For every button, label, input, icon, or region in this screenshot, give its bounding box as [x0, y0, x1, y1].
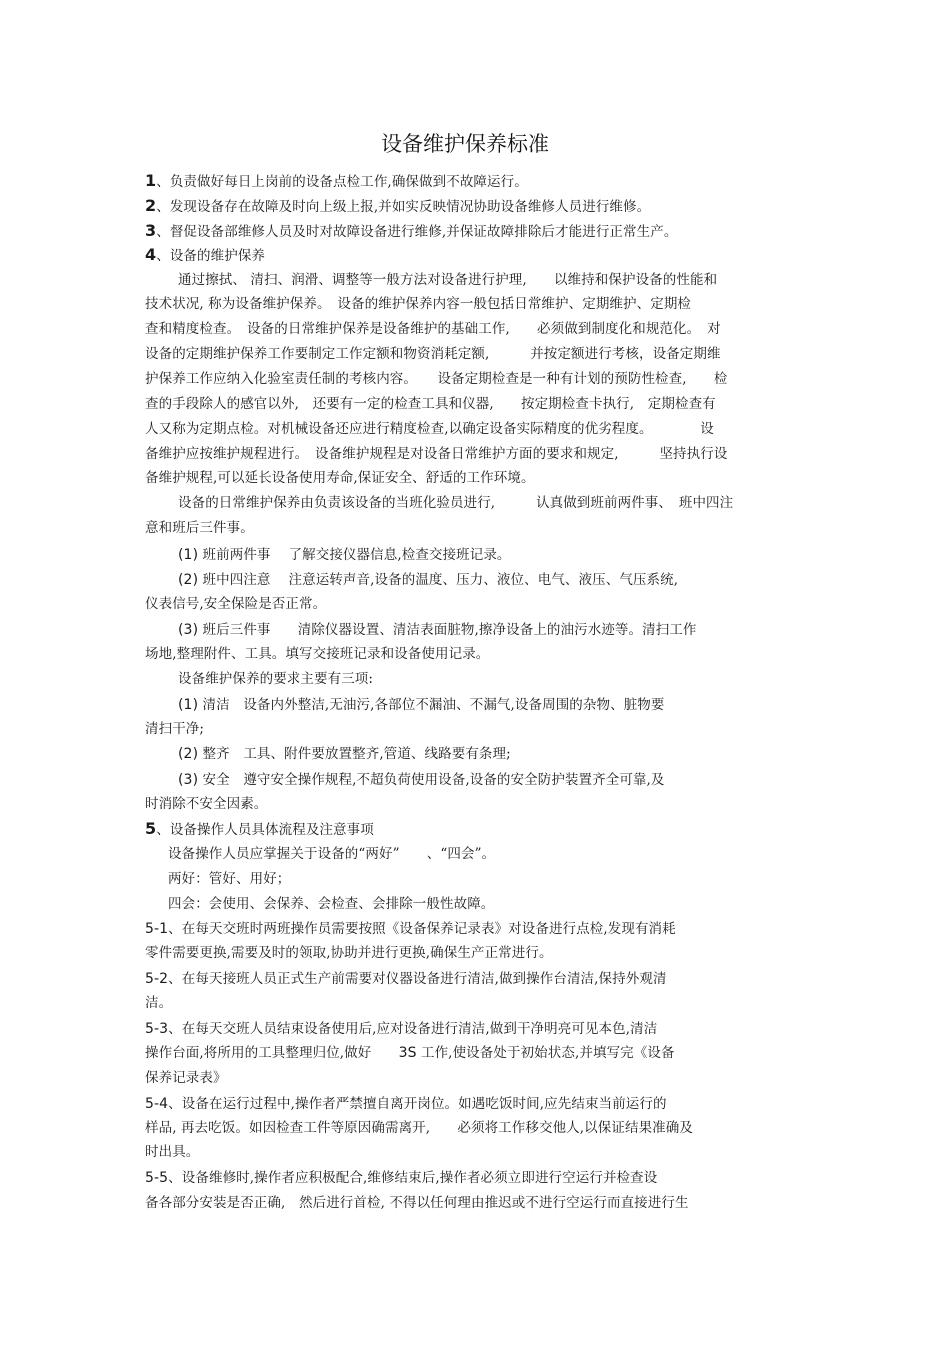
sub-item-text: 安全 遵守安全操作规程,不超负荷使用设备,设备的安全防护装置齐全可靠,及 — [198, 772, 665, 788]
item-number: 5-2 — [145, 971, 169, 987]
paragraph-line: 设备的定期维护保养工作要制定工作定额和物资消耗定额, 并按定额进行考核，设备定期维 — [145, 346, 721, 362]
paragraph-line: 查的手段除人的感官以外, 还要有一定的检查工具和仪器, 按定期检查卡执行, 定期检查有 — [145, 396, 716, 412]
sub-item-number: (1) — [178, 547, 199, 563]
item-text: 、在每天交班人员结束设备使用后,应对设备进行清洁,做到干净明亮可见本色,清洁 — [168, 1021, 658, 1037]
item-5-2 — [145, 970, 667, 988]
sub-item-number: (2) — [178, 572, 199, 588]
item-5-3 — [145, 1020, 657, 1038]
sub-item — [178, 745, 511, 763]
item-number: 1 — [145, 171, 157, 190]
paragraph-line: 通过擦拭、 清扫、润滑、调整等一般方法对设备进行护理, 以维持和保护设备的性能和 — [178, 272, 718, 288]
item-2 — [145, 197, 650, 216]
document-title: 设备维护保养标准 — [381, 132, 549, 156]
paragraph-line: 保养记录表》 — [145, 1070, 227, 1086]
paragraph-line: 时出具。 — [145, 1144, 200, 1160]
sub-item-text: 班中四注意 注意运转声音,设备的温度、压力、液位、电气、液压、气压系统, — [198, 572, 679, 588]
paragraph-line: 样品, 再去吃饭。如因检查工件等原因确需离开, 必须将工作移交他人,以保证结果准确及 — [145, 1120, 693, 1136]
paragraph-line: 清扫干净; — [145, 721, 205, 737]
item-number: 3 — [145, 221, 157, 240]
paragraph-line: 设备维护保养的要求主要有三项: — [178, 671, 374, 687]
item-number: 5-5 — [145, 1170, 169, 1186]
paragraph-line: 零件需要更换,需要及时的领取,协助并进行更换,确保生产正常进行。 — [145, 945, 553, 961]
item-text: 、设备的维护保养 — [156, 248, 266, 264]
item-number: 5-1 — [145, 921, 169, 937]
sub-item-text: 班后三件事 清除仪器设置、清洁表面脏物,擦净设备上的油污水迹等。清扫工作 — [198, 622, 697, 638]
inline-term: 3S — [398, 1045, 417, 1061]
item-number: 4 — [145, 245, 157, 264]
sub-item-text: 清洁 设备内外整洁,无油污,各部位不漏油、不漏气,设备周围的杂物、脏物要 — [198, 697, 665, 713]
paragraph-line: 护保养工作应纳入化验室责任制的考核内容。 设备定期检查是一种有计划的预防性检查, 检 — [145, 371, 728, 387]
sub-item-number: (3) — [178, 622, 199, 638]
item-text: 、负责做好每日上岗前的设备点检工作,确保做到不故障运行。 — [156, 174, 528, 190]
paragraph-line: 设备的日常维护保养由负责该设备的当班化验员进行, 认真做到班前两件事、 班中四注 — [178, 495, 734, 511]
paragraph-line: 洁。 — [145, 995, 173, 1011]
sub-item — [178, 621, 697, 639]
paragraph-line: 场地,整理附件、工具。填写交接班记录和设备使用记录。 — [145, 646, 490, 662]
paragraph-line: 查和精度检查。 设备的日常维护保养是设备维护的基础工作, 必须做到制度化和规范化。 对 — [145, 321, 721, 337]
sub-item-number: (1) — [178, 697, 199, 713]
sub-item-text: 整齐 工具、附件要放置整齐,管道、线路要有条理; — [198, 746, 511, 762]
item-number: 2 — [145, 196, 157, 215]
item-5-5 — [145, 1169, 657, 1187]
item-5-1 — [145, 920, 676, 938]
sub-item-text: 班前两件事 了解交接仪器信息,检查交接班记录。 — [198, 547, 511, 563]
paragraph-line: 备维护应按维护规程进行。 设备维护规程是对设备日常维护方面的要求和规定, 坚持执行设 — [145, 446, 728, 462]
paragraph-line — [145, 1044, 675, 1062]
item-number: 5-4 — [145, 1096, 169, 1112]
item-number: 5 — [145, 819, 157, 838]
item-3 — [145, 222, 677, 241]
item-number: 5-3 — [145, 1021, 169, 1037]
item-text: 、在每天交班时两班操作员需要按照《设备保养记录表》对设备进行点检,发现有消耗 — [168, 921, 676, 937]
item-5-heading — [145, 820, 374, 839]
item-text: 、督促设备部维修人员及时对故障设备进行维修,并保证故障排除后才能进行正常生产。 — [156, 224, 678, 240]
paragraph-line: 时消除不安全因素。 — [145, 796, 268, 812]
sub-item — [178, 546, 511, 564]
item-text: 、设备操作人员具体流程及注意事项 — [156, 822, 374, 838]
sub-item — [178, 696, 665, 714]
item-5-4 — [145, 1095, 667, 1113]
line-text: 操作台面,将所用的工具整理归位,做好 — [145, 1045, 399, 1061]
item-text: 、设备维修时,操作者应积极配合,维修结束后,操作者必须立即进行空运行并检查设 — [168, 1170, 658, 1186]
item-text: 、在每天接班人员正式生产前需要对仪器设备进行清洁,做到操作台清洁,保持外观清 — [168, 971, 667, 987]
item-text: 、发现设备存在故障及时向上级上报,并如实反映情况协助设备维修人员进行维修。 — [156, 199, 651, 215]
paragraph-line: 意和班后三件事。 — [145, 520, 254, 536]
sub-item — [178, 771, 665, 789]
item-4-heading — [145, 246, 265, 265]
paragraph-line: 设备操作人员应掌握关于设备的“两好” 、“四会”。 — [168, 846, 496, 862]
paragraph-line: 仪表信号,安全保险是否正常。 — [145, 596, 327, 612]
paragraph-line: 人又称为定期点检。对机械设备还应进行精度检查,以确定设备实际精度的优劣程度。 设 — [145, 421, 714, 437]
paragraph-line: 备维护规程,可以延长设备使用寿命,保证安全、舒适的工作环境。 — [145, 470, 535, 486]
paragraph-line: 四会：会使用、会保养、会检查、会排除一般性故障。 — [168, 896, 495, 912]
sub-item-number: (2) — [178, 746, 199, 762]
line-text-tail: 工作,使设备处于初始状态,并填写完《设备 — [416, 1045, 675, 1061]
paragraph-line: 技术状况, 称为设备维护保养。 设备的维护保养内容一般包括日常维护、定期维护、定期检 — [145, 296, 692, 312]
sub-item-number: (3) — [178, 772, 199, 788]
item-text: 、设备在运行过程中,操作者严禁擅自离开岗位。如遇吃饭时间,应先结束当前运行的 — [168, 1096, 667, 1112]
paragraph-line: 备各部分安装是否正确, 然后进行首检, 不得以任何理由推迟或不进行空运行而直接进行生 — [145, 1195, 689, 1211]
item-1 — [145, 172, 528, 191]
paragraph-line: 两好：管好、用好； — [168, 871, 291, 887]
sub-item — [178, 571, 678, 589]
